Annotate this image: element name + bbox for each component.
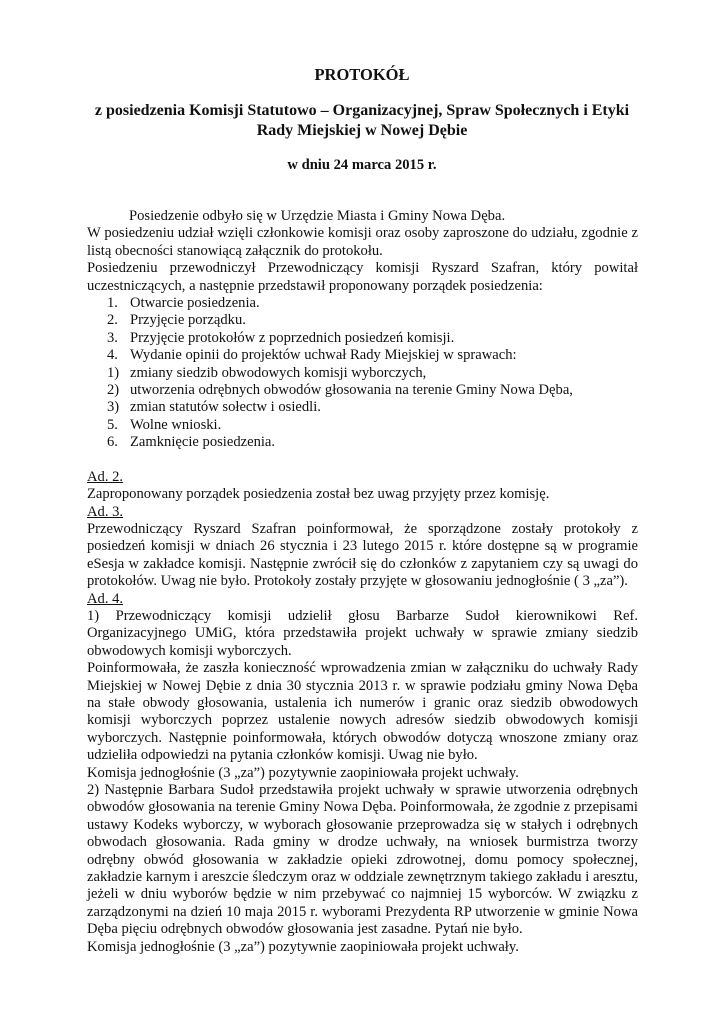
agenda-item: 1. Otwarcie posiedzenia. (107, 295, 260, 312)
ad4-paragraph-2: Poinformowała, że zaszła konieczność wprowadzenia zmian w załączniku do uchwały Rady Miejskiej w Nowej Dębie z dnia 30 stycznia 2013 r. w sprawie podziału gminy Nowa Dęba na stałe obwody głosowania, ustalenia ich numerów i granic oraz siedzib obwodowych komisji wyborczych poprzez ustalenie nowych adresów siedzib obwodowych komisji wyborczych. Następnie poinformowała, których obwodów dotyczą wnoszone zmiany oraz udzieliła odpowiedzi na pytania członków komisji. Uwag nie było. (87, 660, 638, 764)
agenda-list (107, 295, 638, 452)
section-label-ad4: Ad. 4. (87, 590, 124, 607)
agenda-item: 5. Wolne wnioski. (107, 416, 222, 433)
agenda-subitem: 1) zmiany siedzib obwodowych komisji wyborczych, (107, 364, 427, 381)
ad4-paragraph-4: 2) Następnie Barbara Sudoł przedstawiła projekt uchwały w sprawie utworzenia odrębnych obwodów głosowania na terenie Gminy Nowa Dęba. Poinformowała, że zgodnie z przepisami ustawy Kodeks wyborczy, w wyborach głosowanie przeprowadza się w stałych i odrębnych obwodach głosowania. Rada gminy w drodze uchwały, na wniosek burmistrza tworzy odrębny obwód głosowania w zakładzie opieki zdrowotnej, domu pomocy społecznej, zakładzie karnym i areszcie śledczym oraz w oddziale zewnętrznym takiego zakładu i aresztu, jeżeli w dniu wyborów będzie w nim przebywać co najmniej 15 wyborców. W związku z zarządzonymi na dzień 10 maja 2015 r. wyborami Prezydenta RP utworzenie w gminie Nowa Dęba pięciu odrębnych obwodów głosowania jest zasadne. Pytań nie było. (87, 782, 638, 938)
agenda-subitem: 3) zmian statutów sołectw i osiedli. (107, 399, 321, 416)
document-body (87, 208, 638, 956)
subtitle-line-2: Rady Miejskiej w Nowej Dębie (256, 122, 468, 139)
section-label-ad2: Ad. 2. (87, 468, 124, 485)
document-title: PROTOKÓŁ (314, 65, 410, 84)
agenda-item: 2. Przyjęcie porządku. (107, 312, 246, 329)
agenda-subitem: 2) utworzenia odrębnych obwodów głosowania na terenie Gminy Nowa Dęba, (107, 382, 573, 399)
agenda-item: 3. Przyjęcie protokołów z poprzednich posiedzeń komisji. (107, 329, 455, 346)
ad4-paragraph-1: 1) Przewodniczący komisji udzielił głosu Barbarze Sudoł kierownikowi Ref. Organizacyjnego UMiG, która przedstawiła projekt uchwały w sprawie zmiany siedzib obwodowych komisji wyborczych. (87, 607, 638, 659)
agenda-item: 4. Wydanie opinii do projektów uchwał Rady Miejskiej w sprawach: (107, 347, 517, 364)
meeting-date: w dniu 24 marca 2015 r. (287, 157, 437, 173)
ad2-paragraph: Zaproponowany porządek posiedzenia został bez uwag przyjęty przez komisję. (87, 486, 550, 503)
subtitle-line-1: z posiedzenia Komisji Statutowo – Organizacyjnej, Spraw Społecznych i Etyki (94, 102, 630, 119)
intro-paragraph-attendance: W posiedzeniu udział wzięli członkowie komisji oraz osoby zaproszone do udziału, zgodnie z listą obecności stanowiącą załącznik do protokołu. (87, 225, 638, 259)
intro-paragraph-chair: Posiedzeniu przewodniczył Przewodniczący komisji Ryszard Szafran, który powitał uczestniczących, a następnie przedstawił proponowany porządek posiedzenia: (87, 260, 638, 294)
section-label-ad3: Ad. 3. (87, 503, 124, 520)
agenda-item: 6. Zamknięcie posiedzenia. (107, 434, 276, 451)
ad3-paragraph: Przewodniczący Ryszard Szafran poinformował, że sporządzone zostały protokoły z posiedzeń komisji w dniach 26 stycznia i 23 lutego 2015 r. które dostępne są w programie eSesja w zakładce komisji. Następnie zwrócił się do członków z zapytaniem czy są uwagi do protokołów. Uwag nie było. Protokoły zostały przyjęte w głosowaniu jednogłośnie ( 3 „za”). (87, 520, 638, 590)
intro-paragraph-location: Posiedzenie odbyło się w Urzędzie Miasta i Gminy Nowa Dęba. (129, 208, 506, 224)
ad4-paragraph-5: Komisja jednogłośnie (3 „za”) pozytywnie zaopiniowała projekt uchwały. (87, 938, 519, 955)
ad4-paragraph-3: Komisja jednogłośnie (3 „za”) pozytywnie zaopiniowała projekt uchwały. (87, 764, 519, 781)
document-subtitle (60, 101, 664, 141)
